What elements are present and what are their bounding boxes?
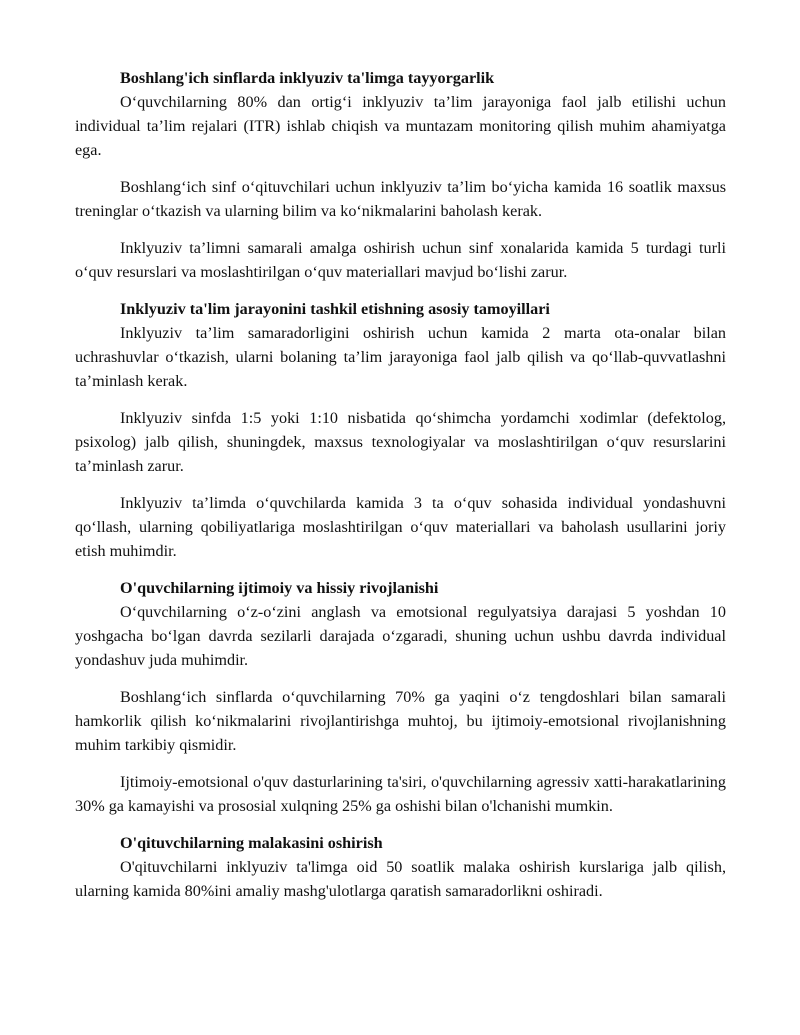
document-page [75, 66, 726, 916]
paragraph: Inklyuziv sinfda 1:5 yoki 1:10 nisbatida qo‘shimcha yordamchi xodimlar (defektolog, psixolog) jalb qilish, shuningdek, maxsus texnologiyalar va moslashtirilgan o‘quv resurslarini ta’minlash zarur. [75, 409, 726, 475]
section-heading: O'quvchilarning ijtimoiy va hissiy rivojlanishi [120, 579, 439, 597]
paragraph: O‘quvchilarning o‘z-o‘zini anglash va emotsional regulyatsiya darajasi 5 yoshdan 10 yoshgacha bo‘lgan davrda sezilarli darajada o‘zgaradi, shuning uchun ushbu davrda individual yondashuv juda muhimdir. [75, 603, 726, 669]
section-teacher-training [75, 831, 726, 903]
section-itl-preparation [75, 66, 726, 284]
section-heading: Boshlang'ich sinflarda inklyuziv ta'limga tayyorgarlik [120, 69, 495, 87]
section-inclusive-principles [75, 297, 726, 563]
paragraph: Inklyuziv ta’limni samarali amalga oshirish uchun sinf xonalarida kamida 5 turdagi turli o‘quv resurslari va moslashtirilgan o‘quv materiallari mavjud bo‘lishi zarur. [75, 239, 726, 281]
paragraph: Boshlang‘ich sinf o‘qituvchilari uchun inklyuziv ta’lim bo‘yicha kamida 16 soatlik maxsus treninglar o‘tkazish va ularning bilim va ko‘nikmalarini baholash kerak. [75, 178, 726, 220]
section-heading: Inklyuziv ta'lim jarayonini tashkil etishning asosiy tamoyillari [120, 300, 550, 318]
paragraph: Boshlang‘ich sinflarda o‘quvchilarning 70% ga yaqini o‘z tengdoshlari bilan samarali hamkorlik qilish ko‘nikmalarini rivojlantirishga muhtoj, bu ijtimoiy-emotsional rivojlanishning muhim tarkibiy qismidir. [75, 688, 726, 754]
paragraph: Ijtimoiy-emotsional o'quv dasturlarining ta'siri, o'quvchilarning agressiv xatti-harakatlarining 30% ga kamayishi va prososial xulqning 25% ga oshishi bilan o'lchanishi mumkin. [75, 773, 726, 815]
paragraph: Inklyuziv ta’lim samaradorligini oshirish uchun kamida 2 marta ota-onalar bilan uchrashuvlar o‘tkazish, ularni bolaning ta’lim jarayoniga faol jalb qilish va qo‘llab-quvvatlashni ta’minlash kerak. [75, 324, 726, 390]
section-social-emotional [75, 576, 726, 818]
paragraph: O'qituvchilarni inklyuziv ta'limga oid 50 soatlik malaka oshirish kurslariga jalb qilish, ularning kamida 80%ini amaliy mashg'ulotlarga qaratish samaradorlikni oshiradi. [75, 858, 726, 900]
section-heading: O'qituvchilarning malakasini oshirish [120, 834, 383, 852]
paragraph: Inklyuziv ta’limda o‘quvchilarda kamida 3 ta o‘quv sohasida individual yondashuvni qo‘llash, ularning qobiliyatlariga moslashtirilgan o‘quv materiallari va baholash usullarini joriy etish muhimdir. [75, 494, 726, 560]
paragraph: O‘quvchilarning 80% dan ortig‘i inklyuziv ta’lim jarayoniga faol jalb etilishi uchun individual ta’lim rejalari (ITR) ishlab chiqish va muntazam monitoring qilish muhim ahamiyatga ega. [75, 93, 726, 159]
